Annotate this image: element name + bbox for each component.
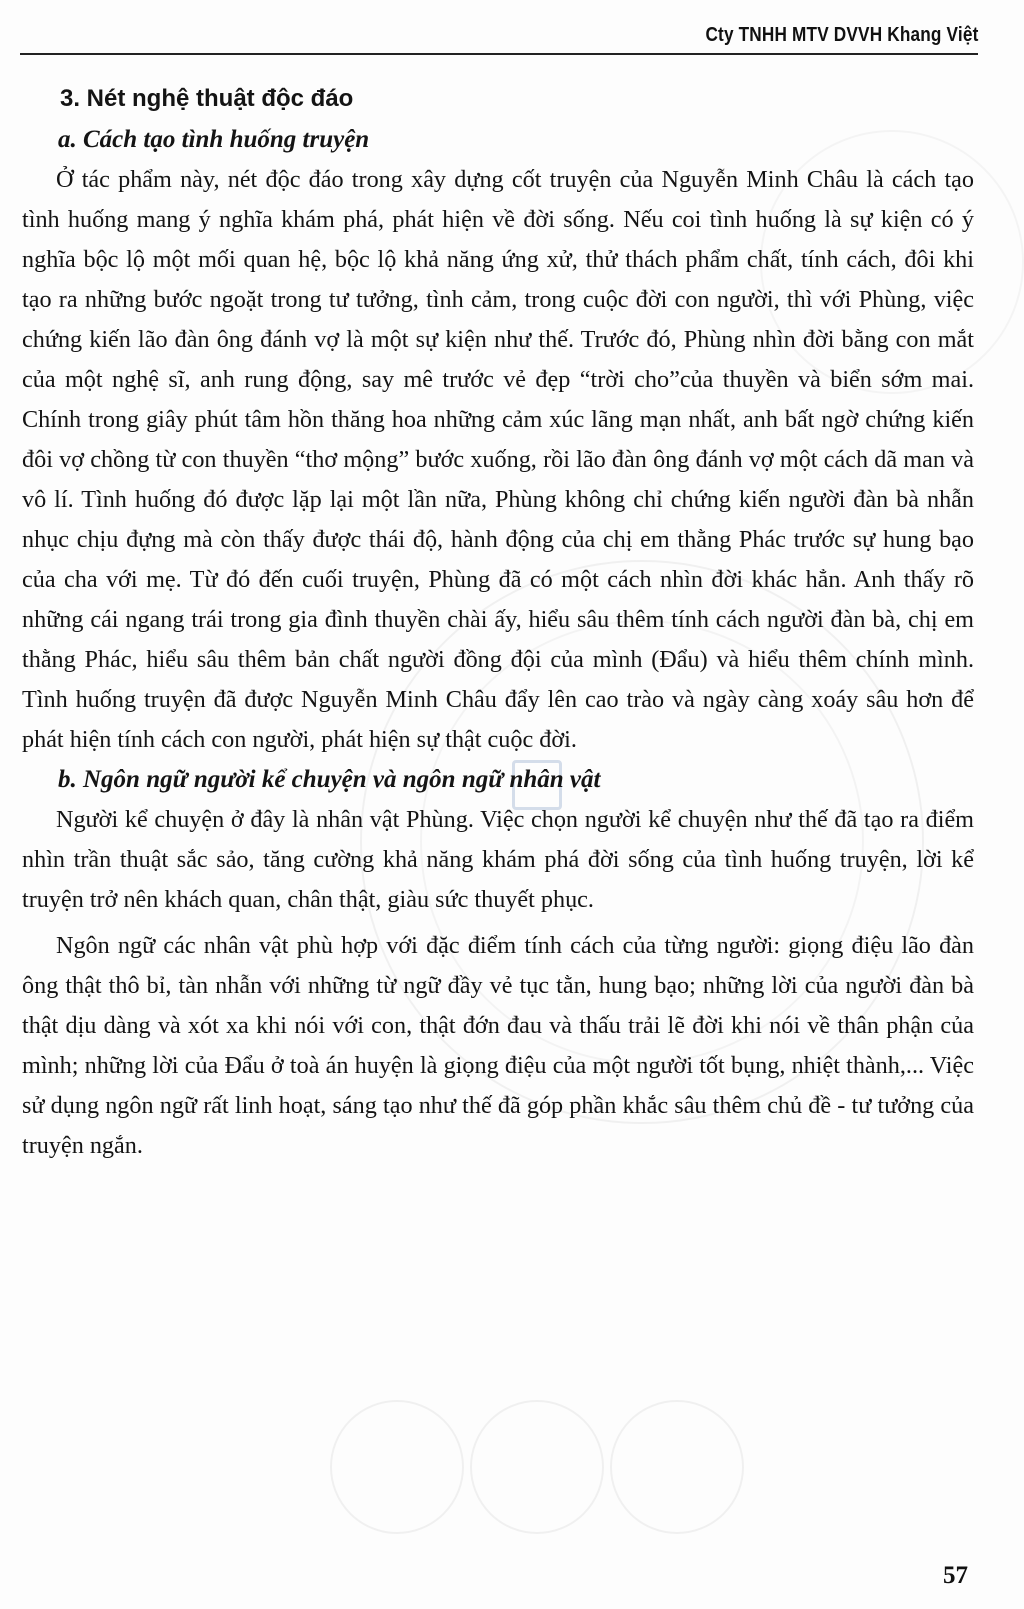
subsection-b-heading: b. Ngôn ngữ người kể chuyện và ngôn ngữ nhân vật: [58, 766, 601, 793]
section-heading: 3. Nét nghệ thuật độc đáo: [60, 85, 354, 112]
subsection-b-paragraph-2: Ngôn ngữ các nhân vật phù hợp với đặc điểm tính cách của từng người: giọng điệu lão đàn ông thật thô bỉ, tàn nhẫn với những từ ngữ đầy vẻ tục tằn, hung bạo; những lời của người đàn bà thật dịu dàng và xót xa khi nói với con, thật đớn đau và thấu trải lẽ đời khi nói về thân phận của mình; những lời của Đẩu ở toà án huyện là giọng điệu của một người tốt bụng, nhiệt thành,... Việc sử dụng ngôn ngữ rất linh hoạt, sáng tạo như thế đã góp phần khắc sâu thêm chủ đề - tư tưởng của truyện ngắn.: [22, 932, 974, 1159]
page-content: [22, 78, 974, 1166]
subsection-b-paragraph-1: Người kể chuyện ở đây là nhân vật Phùng. Việc chọn người kể chuyện như thế đã tạo ra điểm nhìn trần thuật sắc sảo, tăng cường khả năng khám phá đời sống của tình huống truyện, lời kể truyện trở nên khách quan, chân thật, giàu sức thuyết phục.: [22, 806, 974, 913]
running-header: Cty TNHH MTV DVVH Khang Việt: [704, 24, 978, 46]
watermark-circle: [470, 1400, 604, 1534]
watermark-circle: [610, 1400, 744, 1534]
subsection-a-paragraph: Ở tác phẩm này, nét độc đáo trong xây dựng cốt truyện của Nguyễn Minh Châu là cách tạo tình huống mang ý nghĩa khám phá, phát hiện về đời sống. Nếu coi tình huống là sự kiện có ý nghĩa bộc lộ một mối quan hệ, bộc lộ khả năng ứng xử, thử thách phẩm chất, tính cách, đôi khi tạo ra những bước ngoặt trong tư tưởng, tình cảm, trong cuộc đời con người, thì với Phùng, việc chứng kiến lão đàn ông đánh vợ là một sự kiện như thế. Trước đó, Phùng nhìn đời bằng con mắt của một nghệ sĩ, anh rung động, say mê trước vẻ đẹp “trời cho”của thuyền và biển sớm mai. Chính trong giây phút tâm hồn thăng hoa những cảm xúc lãng mạn nhất, anh bất ngờ chứng kiến đôi vợ chồng từ con thuyền “thơ mộng” bước xuống, rồi lão đàn ông đánh vợ một cách dã man và vô lí. Tình huống đó được lặp lại một lần nữa, Phùng không chỉ chứng kiến người đàn bà nhẫn nhục chịu đựng mà còn thấy được thái độ, hành động của chị em thằng Phác trước sự hung bạo của cha với mẹ. Từ đó đến cuối truyện, Phùng đã có một cách nhìn đời khác hẳn. Anh thấy rõ những cái ngang trái trong gia đình thuyền chài ấy, hiểu sâu thêm tính cách người đàn bà, chị em thằng Phác, hiểu sâu thêm bản chất người đồng đội của mình (Đẩu) và hiểu thêm chính mình. Tình huống truyện đã được Nguyễn Minh Châu đẩy lên cao trào và ngày càng xoáy sâu hơn để phát hiện tính cách con người, phát hiện sự thật cuộc đời.: [22, 166, 974, 753]
header-divider: [20, 53, 978, 55]
subsection-a-heading: a. Cách tạo tình huống truyện: [58, 126, 370, 153]
watermark-circle: [330, 1400, 464, 1534]
page-number: 57: [943, 1562, 968, 1589]
